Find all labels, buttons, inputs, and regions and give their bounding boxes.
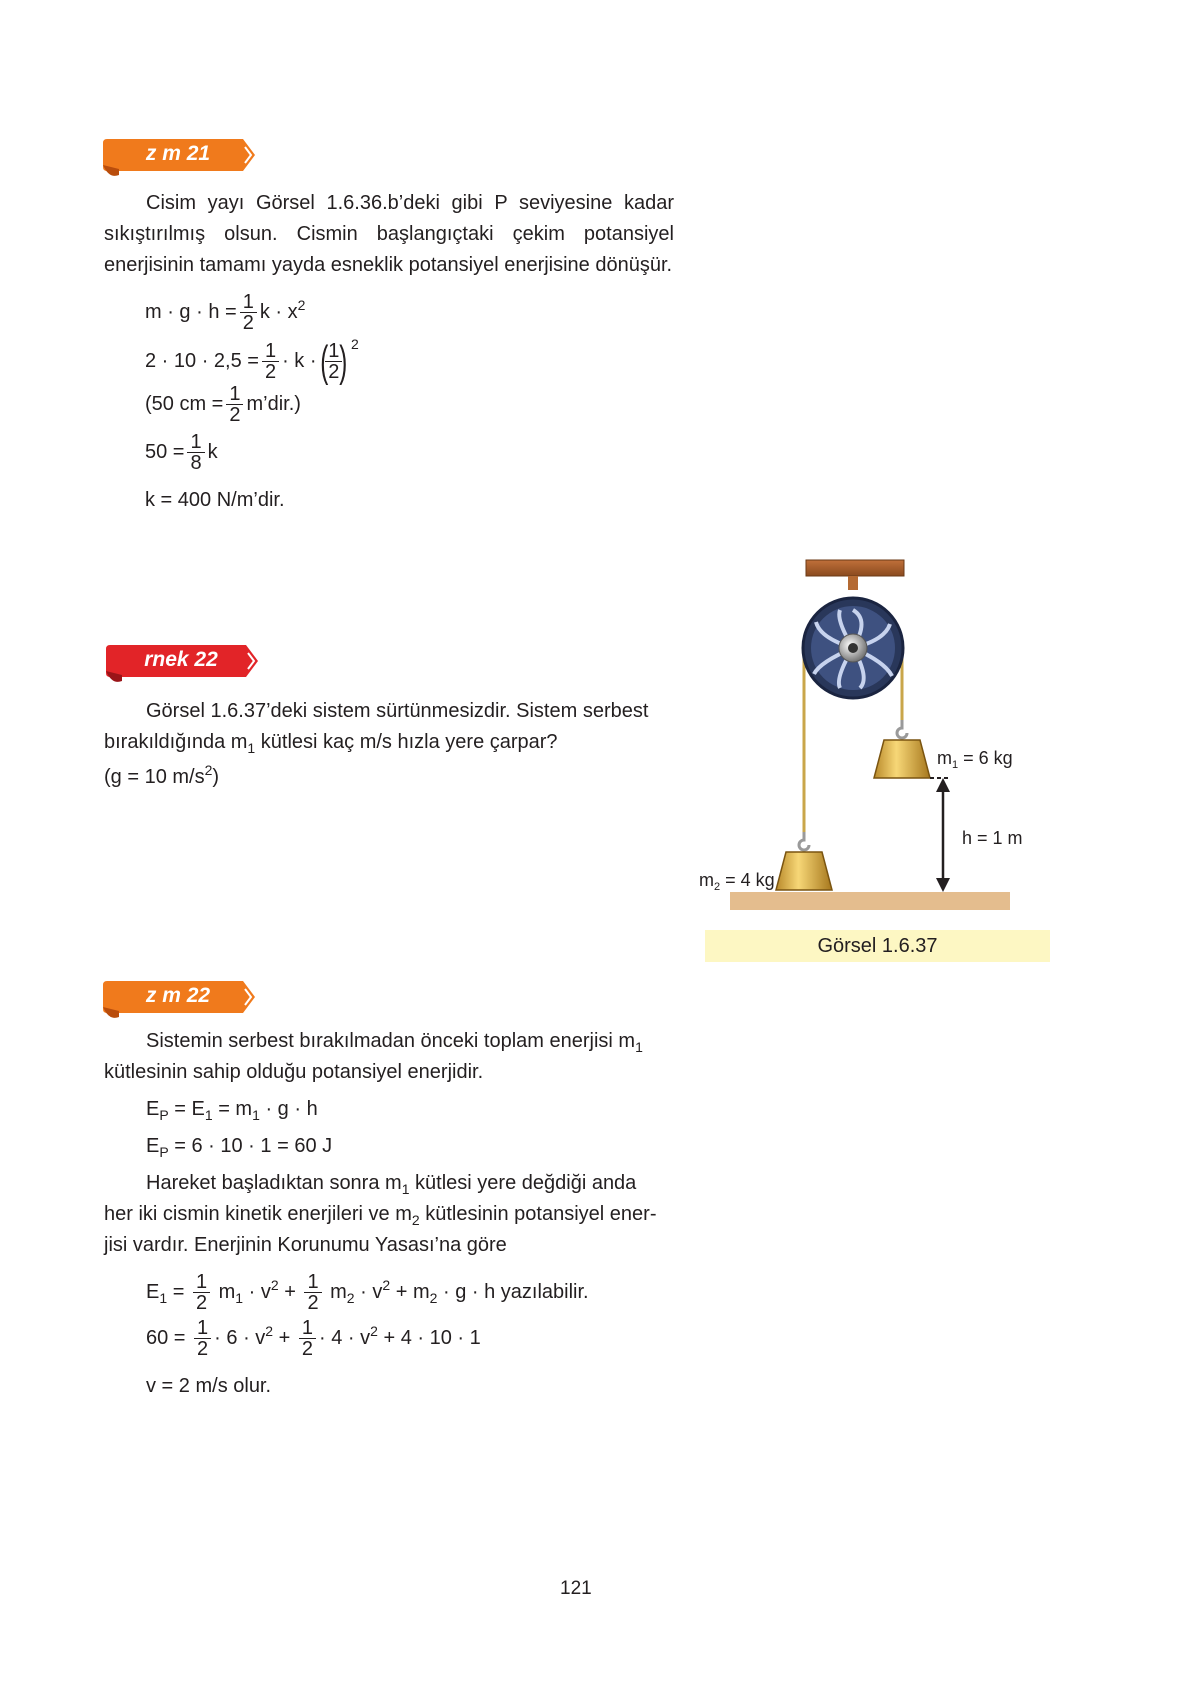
cozum-22-p2-line3: jisi vardır. Enerjinin Korunumu Yasası’na göre: [104, 1234, 507, 1256]
cozum-22-p1-line2: kütlesinin sahip olduğu potansiyel enerjidir.: [104, 1061, 484, 1083]
cozum-21-eq3: (50 cm = $\frac{1}{2}$ m’dir.): [145, 383, 301, 426]
cozum-21-eq5: k = 400 N/m’dir.: [145, 489, 285, 511]
cozum-21-intro: Cisim yayı Görsel 1.6.36.b’deki gibi P seviyesine kadar sıkıştırılmış olsun. Cismin başlangıçtaki çekim potansiyel enerjisinin tamamı yayda esneklik potansiyel enerjisine dönüşür.: [104, 192, 674, 276]
cozum-22-banner: [103, 977, 263, 1023]
height-arrow-top: [936, 778, 950, 792]
ornek-22-line3: (g = 10 $m/s^2$): [104, 762, 220, 788]
m1-label: $m_1 = 6$ kg: [937, 748, 1013, 771]
cozum-22-label: z m 22: [145, 984, 211, 1007]
height-arrow-bottom: [936, 878, 950, 892]
cozum-22-p2-line2: her iki cismin kinetik enerjileri ve $m_2$ kütlesinin potansiyel ener-: [104, 1203, 657, 1228]
ground: [730, 892, 1010, 910]
mass-m1: [874, 740, 930, 778]
cozum-21-banner: [103, 135, 263, 181]
pulley-wheel: [803, 598, 903, 698]
m2-label: $m_2 = 4$ kg: [699, 870, 775, 893]
hook-m1: [897, 720, 907, 738]
cozum-21-eq2: 2 · 10 · 2,5 = $\frac{1}{2}$ · k ·( $\frac{1}{2}$ ) $^2$: [145, 336, 359, 386]
ornek-22-banner: [106, 641, 266, 687]
cozum-22-p1-line1: Sistemin serbest bırakılmadan önceki toplam enerjisi $m_1$: [146, 1030, 643, 1055]
page-number: 121: [560, 1578, 592, 1599]
hook-m2: [799, 832, 809, 850]
cozum-21-eq4: 50 = $\frac{1}{8}$ k: [145, 431, 218, 474]
cozum-21-label: z m 21: [145, 142, 211, 165]
ornek-22-line1: Görsel 1.6.37’deki sistem sürtünmesizdir. Sistem serbest: [146, 700, 649, 722]
ornek-22-label: rnek 22: [144, 648, 218, 671]
mass-m2: [776, 852, 832, 890]
cozum-22-p2-line1: Hareket başladıktan sonra $m_1$ kütlesi yere değdiği anda: [146, 1172, 637, 1197]
cozum-22-eq2: $E_P = 6 \cdot 10 \cdot 1 = 60$ J: [146, 1135, 333, 1160]
cozum-22-eq4: 60 = $\frac{1}{2}$ · $6 \cdot v^2$ + $\frac{1}{2}$ · $4 \cdot v^2 + 4 \cdot 10 \cdot 1$: [146, 1317, 481, 1360]
ornek-22-line2: bırakıldığında $m_1$ kütlesi kaç m/s hızla yere çarpar?: [104, 731, 558, 756]
cozum-21-eq1: m · g · h = $\frac{1}{2}$ $k \cdot x^2$: [145, 291, 306, 334]
ceiling-bar: [806, 560, 904, 576]
pulley-hanger: [848, 576, 858, 590]
figure-caption: Görsel 1.6.37: [705, 930, 1050, 962]
cozum-22-eq3: $E_1$ = $\frac{1}{2}$ $m_1 \cdot v^2$ + $\frac{1}{2}$ $m_2 \cdot v^2 + m_2 \cdot g \cdot h$ yazılabilir.: [146, 1271, 589, 1314]
cozum-22-eq1: $E_P = E_1 = m_1 \cdot g \cdot h$: [146, 1098, 318, 1123]
h-label: h = 1 m: [962, 828, 1023, 848]
cozum-22-eq5: v = 2 m/s olur.: [146, 1375, 272, 1397]
